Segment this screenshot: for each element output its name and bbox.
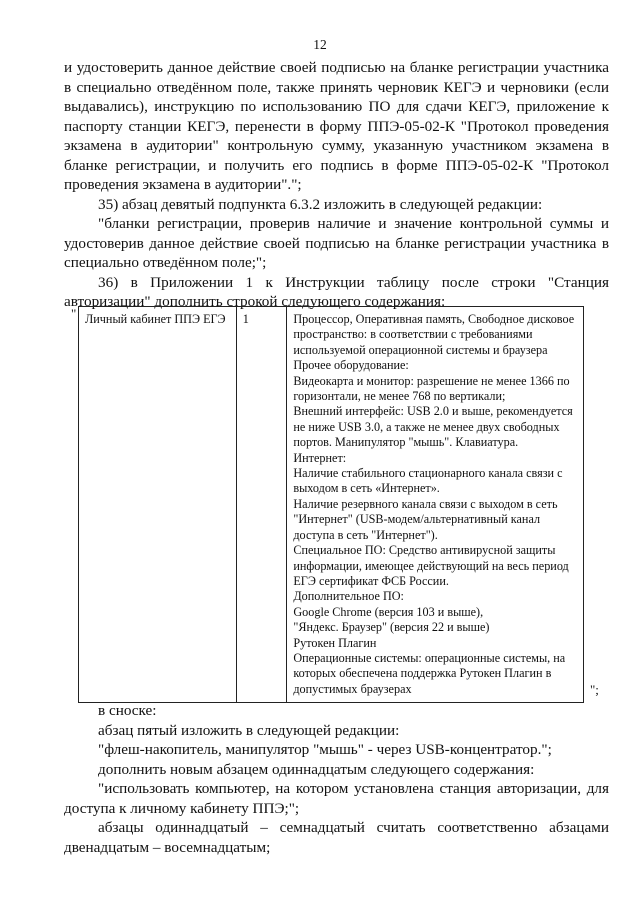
paragraph-footnote: в сноске: <box>98 702 157 719</box>
table-close-quote: "; <box>590 682 599 697</box>
paragraph-item-36: 36) в Приложении 1 к Инструкции таблицу после строки "Станция авторизации" дополнить строкой следующего содержания: <box>64 273 609 310</box>
table-open-quote: " <box>71 306 77 321</box>
req-line: Процессор, Оперативная память, Свободное дисковое пространство: в соответствии с требованиями используемой операционной системы и браузера Прочее оборудование: <box>293 312 575 373</box>
paragraph-item-35: 35) абзац девятый подпункта 6.3.2 изложить в следующей редакции: <box>98 195 543 213</box>
page-number: 12 <box>313 37 327 52</box>
req-line: Наличие резервного канала связи с выходом в сеть "Интернет" (USB-модем/альтернативный канал доступа в сеть "Интернет"). <box>293 496 558 542</box>
req-line: Google Chrome (версия 103 и выше), <box>293 604 484 619</box>
req-line: Видеокарта и монитор: разрешение не менее 1366 по горизонтали, не менее 768 по вертикали; <box>293 373 570 404</box>
cell-quantity <box>236 307 287 703</box>
paragraph-quote-registration: "бланки регистрации, проверив наличие и значение контрольной суммы и удостоверив данное действие своей подписью на бланке регистрации участника в специально отведённом поле;"; <box>64 215 609 271</box>
req-line: Дополнительное ПО: <box>293 589 404 604</box>
cell-name <box>79 307 237 703</box>
requirements-table-wrapper <box>78 306 584 703</box>
paragraph-renumber: абзацы одиннадцатый – семнадцатый считать соответственно абзацами двенадцатым – восемнадцатым; <box>64 819 609 856</box>
req-line: Операционные системы: операционные системы, на которых обеспечена поддержка Рутокен Плагин в допустимых браузерах <box>293 650 566 696</box>
paragraph-flash-drive: "флеш-накопитель, манипулятор "мышь" - через USB-концентратор."; <box>98 741 552 758</box>
paragraph-use-computer: "использовать компьютер, на котором установлена станция авторизации, для доступа к личному кабинету ППЭ;"; <box>64 780 609 817</box>
top-text-block <box>64 58 609 312</box>
cell-name-text: Личный кабинет ППЭ ЕГЭ <box>85 312 226 326</box>
req-line: Наличие стабильного стационарного канала связи с выходом в сеть «Интернет». <box>293 466 563 496</box>
req-line: Внешний интерфейс: USB 2.0 и выше, рекомендуется не ниже USB 3.0, а также не менее двух свободных портов. Манипулятор "мышь". Клавиатура. <box>293 404 573 450</box>
paragraph-add-eleventh: дополнить новым абзацем одиннадцатым следующего содержания: <box>98 760 535 778</box>
paragraph-continuation: и удостоверить данное действие своей подписью на бланке регистрации участника в специально отведённом поле, также принять черновик КЕГЭ и черновики (если выдавались), инструкцию по использованию ПО для сдачи КЕГЭ, приложение к паспорту станции КЕГЭ, перенести в форму ППЭ-05-02-К "Протокол проведения экзамена в аудитории" контрольную сумму, указанную участником экзамена в бланке регистрации, и получить его подпись в форме ППЭ-05-02-К "Протокол проведения экзамена в аудитории"."; <box>64 59 609 193</box>
req-line: Интернет: <box>293 450 347 465</box>
cell-quantity-text: 1 <box>242 312 249 326</box>
req-line: Специальное ПО: Средство антивирусной защиты информации, имеющее действующий на весь период ЕГЭ сертификат ФСБ России. <box>293 543 569 588</box>
paragraph-fifth-abzac: абзац пятый изложить в следующей редакции: <box>98 721 400 739</box>
cell-requirements <box>287 307 584 703</box>
requirements-table <box>78 306 584 703</box>
req-line: "Яндекс. Браузер" (версия 22 и выше) <box>293 620 490 635</box>
table-row <box>79 307 584 703</box>
bottom-text-block <box>64 701 609 857</box>
req-line: Рутокен Плагин <box>293 635 377 650</box>
